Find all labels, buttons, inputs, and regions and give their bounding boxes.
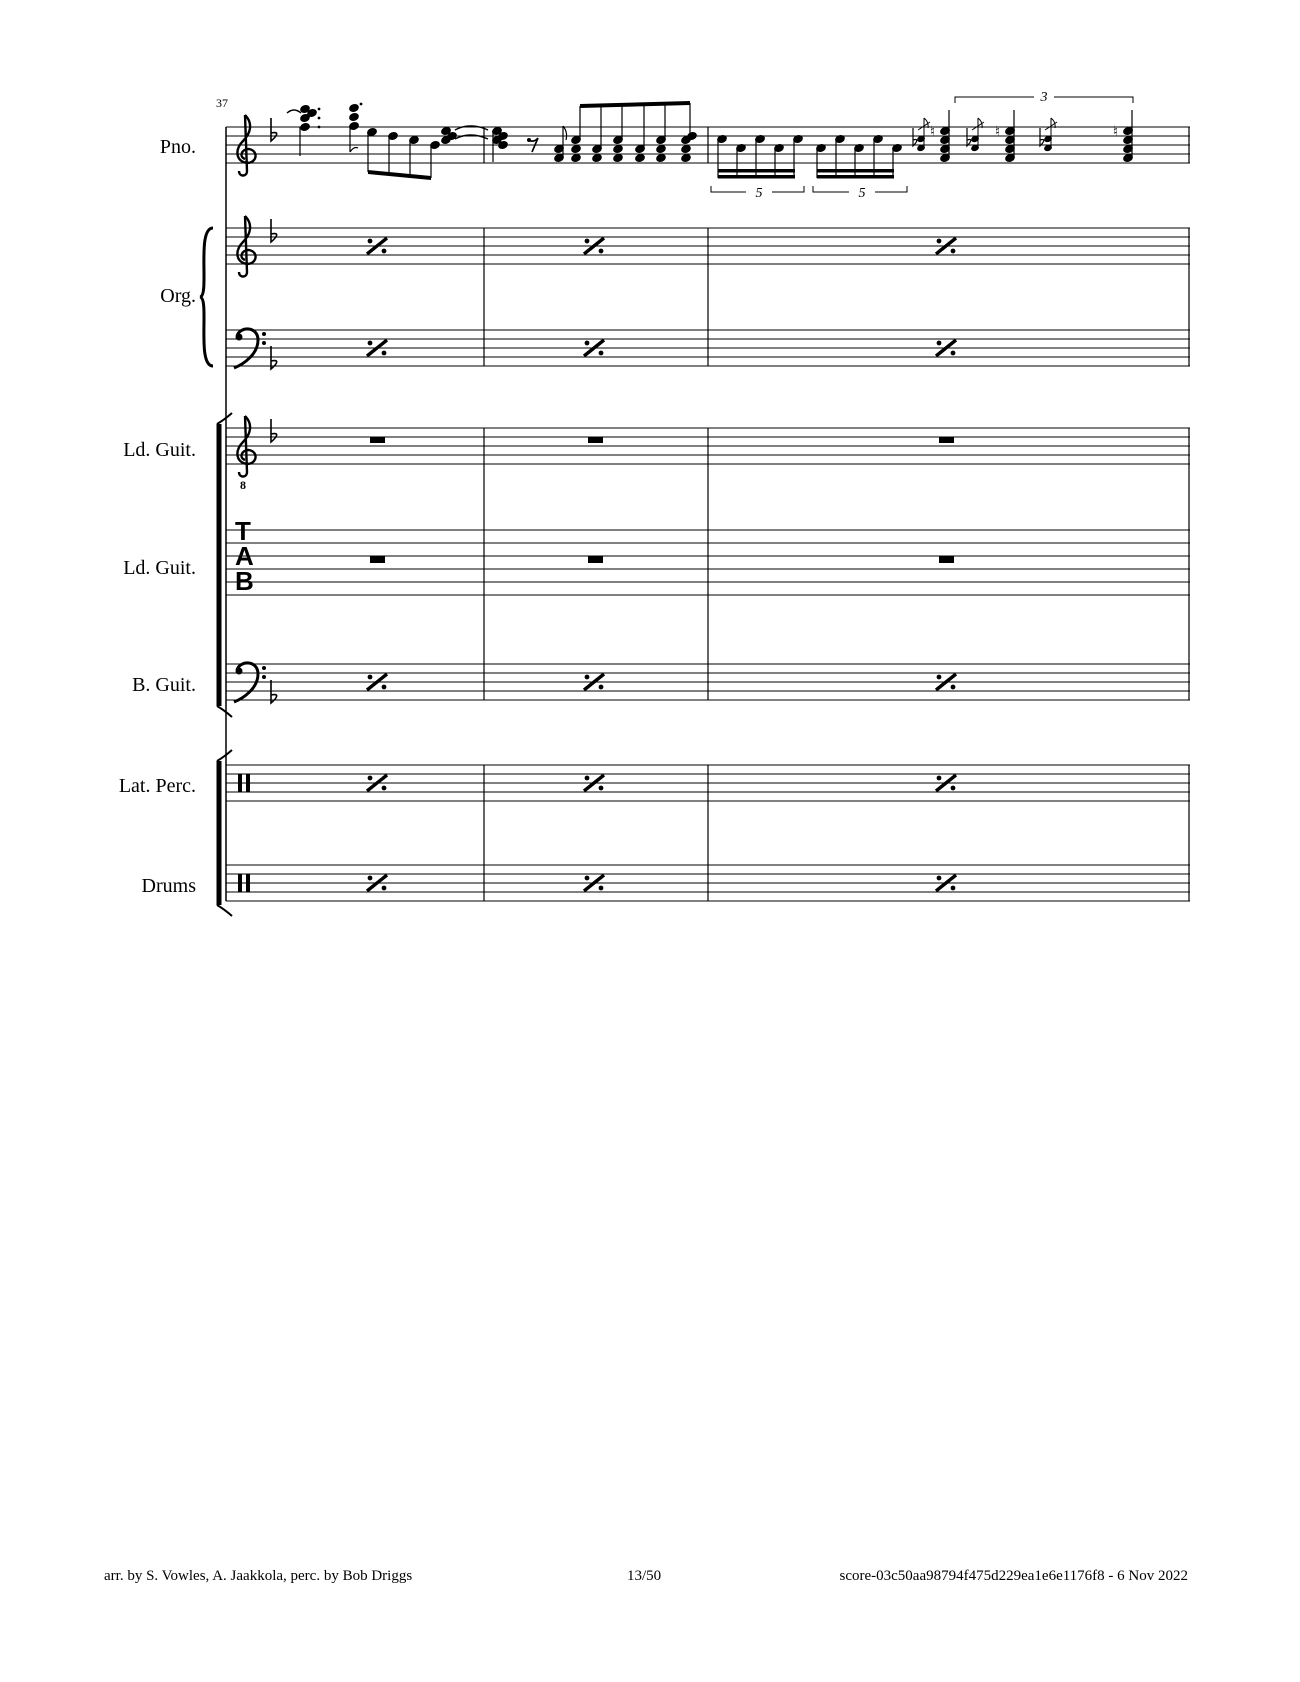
triplet-chord-1	[930, 110, 951, 163]
triplet-number: 3	[1040, 90, 1048, 105]
grace-note-chord	[967, 118, 984, 152]
tab-clef-b: B	[235, 566, 254, 596]
whole-rest-icon	[370, 556, 385, 563]
quintuplet-number: 5	[858, 186, 866, 201]
guitar-bracket	[217, 413, 232, 717]
label-drums: Drums	[141, 875, 196, 897]
svg-text:♮: ♮	[930, 124, 936, 140]
label-lead-guitar: Ld. Guit.	[123, 439, 196, 461]
flat-key-signature-icon	[271, 219, 277, 242]
svg-text:♮: ♮	[1113, 124, 1119, 140]
organ-brace	[200, 228, 213, 366]
flat-key-signature-icon	[271, 118, 277, 141]
whole-rest-icon	[588, 556, 603, 563]
label-piano: Pno.	[159, 136, 196, 158]
label-bass-guitar: B. Guit.	[132, 674, 196, 696]
measure-number: 37	[216, 96, 228, 110]
repeat-marks	[367, 238, 956, 891]
grace-note-chord	[1040, 118, 1057, 152]
tab-clef-a: A	[235, 541, 254, 571]
footer-arranger: arr. by S. Vowles, A. Jaakkola, perc. by Bob Driggs	[104, 1568, 413, 1584]
footer-score-id: score-03c50aa98794f475d229ea1e6e1176f8 - 6 Nov 2022	[839, 1568, 1188, 1584]
piano-measure-37	[287, 103, 488, 180]
svg-text:♮: ♮	[995, 124, 1001, 140]
label-latin-percussion: Lat. Perc.	[118, 775, 196, 797]
grace-note-chord	[913, 118, 930, 152]
quintuplet-number: 5	[755, 186, 763, 201]
whole-rests	[370, 437, 954, 563]
triplet-chord-2	[995, 110, 1016, 163]
whole-rest-icon	[939, 437, 954, 443]
percussion-bracket	[217, 750, 232, 916]
octave-mark: 8	[240, 478, 246, 492]
flat-key-signature-icon	[271, 419, 277, 442]
label-lead-guitar-tab: Ld. Guit.	[123, 557, 196, 579]
whole-rest-icon	[588, 437, 603, 443]
whole-rest-icon	[370, 437, 385, 443]
footer-page-number: 13/50	[627, 1568, 662, 1584]
whole-rest-icon	[939, 556, 954, 563]
triplet-chord-3	[1113, 110, 1134, 163]
tab-clef-t: T	[235, 516, 251, 546]
label-organ: Org.	[160, 285, 196, 307]
